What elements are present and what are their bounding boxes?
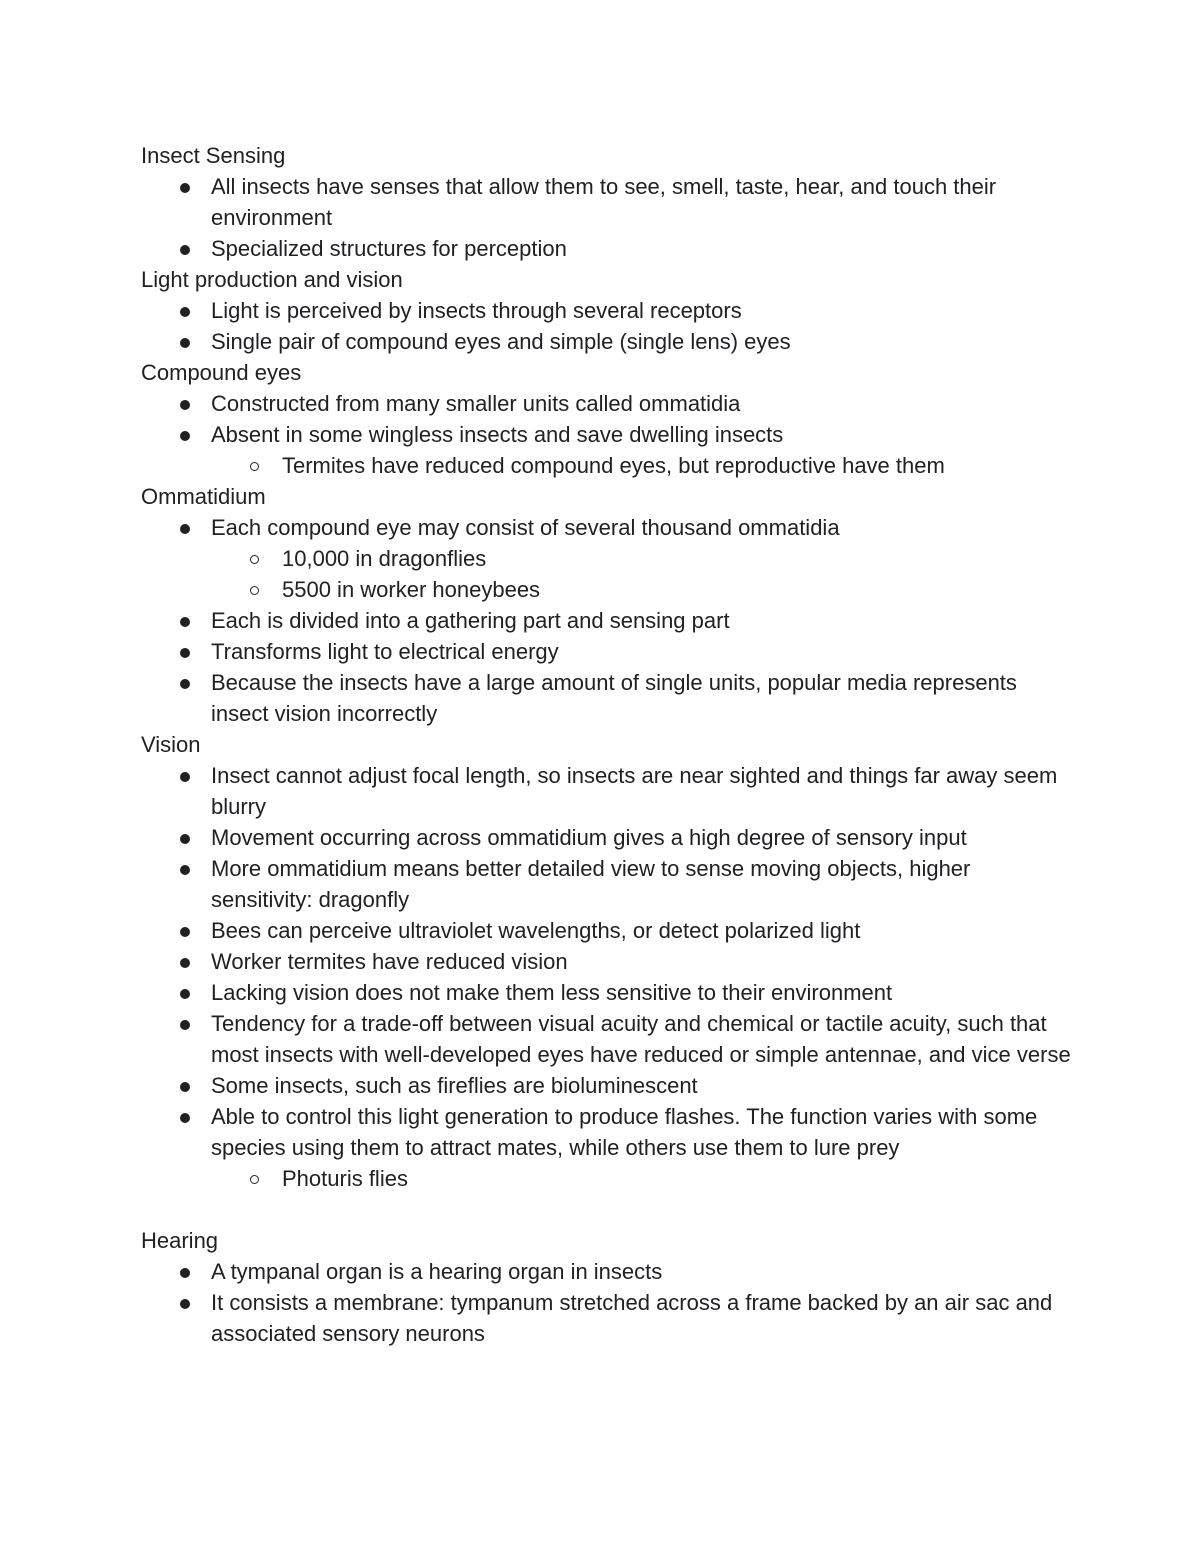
bullet-item: Able to control this light generation to produce flashes. The function varies with some species using them to attract mates, while others use them to lure prey: [141, 1101, 1071, 1163]
bullet-item: Some insects, such as fireflies are bioluminescent: [141, 1070, 1071, 1101]
bullet-item: It consists a membrane: tympanum stretched across a frame backed by an air sac and associated sensory neurons: [141, 1287, 1071, 1349]
bullet-item: Bees can perceive ultraviolet wavelengths, or detect polarized light: [141, 915, 1071, 946]
bullet-item: All insects have senses that allow them to see, smell, taste, hear, and touch their environment: [141, 171, 1071, 233]
sub-bullet-item: 10,000 in dragonflies: [141, 543, 1071, 574]
document-body: [141, 140, 1071, 1349]
bullet-item: Single pair of compound eyes and simple (single lens) eyes: [141, 326, 1071, 357]
section-heading: Ommatidium: [141, 484, 266, 509]
bullet-item: Because the insects have a large amount of single units, popular media represents insect vision incorrectly: [141, 667, 1071, 729]
section-heading: Insect Sensing: [141, 143, 286, 168]
bullet-item: Insect cannot adjust focal length, so insects are near sighted and things far away seem blurry: [141, 760, 1071, 822]
sub-bullet-item: Termites have reduced compound eyes, but reproductive have them: [141, 450, 1071, 481]
section-heading: Hearing: [141, 1228, 219, 1253]
blank-line: [141, 1194, 1071, 1225]
bullet-item: Tendency for a trade-off between visual acuity and chemical or tactile acuity, such that most insects with well-developed eyes have reduced or simple antennae, and vice verse: [141, 1008, 1071, 1070]
section-heading: Vision: [141, 732, 201, 757]
bullet-item: Movement occurring across ommatidium gives a high degree of sensory input: [141, 822, 1071, 853]
bullet-item: Transforms light to electrical energy: [141, 636, 1071, 667]
bullet-item: Lacking vision does not make them less sensitive to their environment: [141, 977, 1071, 1008]
bullet-item: Absent in some wingless insects and save dwelling insects: [141, 419, 1071, 450]
bullet-item: More ommatidium means better detailed view to sense moving objects, higher sensitivity: dragonfly: [141, 853, 1071, 915]
bullet-item: Each compound eye may consist of several thousand ommatidia: [141, 512, 1071, 543]
bullet-item: Each is divided into a gathering part and sensing part: [141, 605, 1071, 636]
sub-bullet-item: Photuris flies: [141, 1163, 1071, 1194]
bullet-item: A tympanal organ is a hearing organ in insects: [141, 1256, 1071, 1287]
sub-bullet-item: 5500 in worker honeybees: [141, 574, 1071, 605]
section-heading: Light production and vision: [141, 267, 403, 292]
bullet-item: Worker termites have reduced vision: [141, 946, 1071, 977]
bullet-item: Constructed from many smaller units called ommatidia: [141, 388, 1071, 419]
bullet-item: Light is perceived by insects through several receptors: [141, 295, 1071, 326]
bullet-item: Specialized structures for perception: [141, 233, 1071, 264]
section-heading: Compound eyes: [141, 360, 302, 385]
